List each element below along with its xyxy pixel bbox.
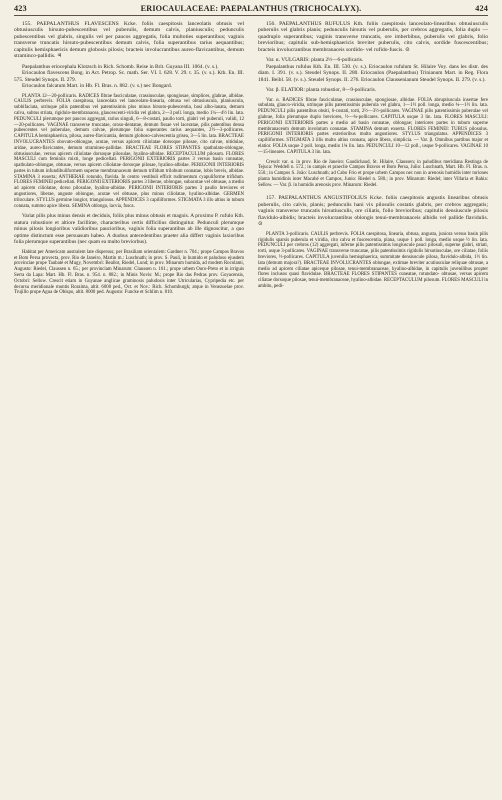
species-155-diagnosis: 155. PAEPALANTHUS FLAVESCENS Kcke. foliis caespitosis lanceolatis obtusis vel obtusiusculis hirsuto-pubescentibus vel puberulis, demum calvis, planiusculis; pedunculis pubescentibus vel glabris, singulis vel per paucos aggregatis, folia multoties superantibus; vaginis transverse truncatis hirsuto-pubescentibus demum calvis, folia superantibus rarius aequantibus; capitulis hemisphaericis demum globosis pilosis; bracteis involucrantibus aureo-flavicantibus, demum straminco-pallidis. ♃ <box>14 21 244 60</box>
species-155-description: PLANTA 12—20-pollicaris. RADICES fibrae fasciculatae, crassiusculae, spongiosae, simplices, glabrae, albidae. CAULIS perbrevis. FOLIA caespitosa, lanceolata vel lanceolato-linearia, obtusa vel obtusiuscula, planiuscula, subbifaciata, utrinque pilis patentibus vel patentissimis plus minus hirsuto-pubescentia, basi albo-lanata, demum calva, subtus striata, rigidulo-membranacea, glaucescenti-viridia vel glabra, 2—3 poll. longa, medio 1¼—4½ lin. lata. PEDUNCULI plerumque per paucos aggregati, rarius singuli, 6—8-costati, paullo torti, glabri vel puberuli, validi, 12—20-pollicares. VAGINAE transverse truncatae, oroso-dentatae, demum fissae vel laceratae, pilis patentibus densa pubescentes vel puberulae, demum calvae, plerumque folia superantes rarius aequantes, 2½—3-pollicares. CAPITULA hemisphaerica, pilosa, aureo-flavicantia, demum globoso-calvescentia grisea, 3—5 lin. lata. BRACTEAE INVOLUCRANTES obovato-oblongae, acutae, versus apicem ciliolatae dorsoque pilosae, cito calvae, nitidulae, aridae, aureo-flavicantes, demum stramineo-pallidae. BRACTEAE FLORES STIPANTES spathulato-oblongae, obtusiusculae, versus apicem ciliolatae dorsoque pilosulae, hyalino-albidae. RECEPTACULUM pilosum. FLORES MASCULI cum feminiis mixti, longe pedicellati. PERIGONII EXTERIORIS partes 3 versus basin connatae, spathulato-oblongae, obtusae, versus apicem ciliolatae dorsoque pilosae, hyalino-albidae. PERIGONII INTERIORIS partes in tubum infundibuliformem superne membranaceum demum trifidum trilobum connatae, lobis brevis, albidae. STAMINA 3 exserta; ANTHERAE rotundo, flavida. In centro vestibuli efficit rudimentum cyapuliforme trifidum. FLORES FEMINEI pedicellati. PERIGONII EXTERIORIS partes 3 liberae, oblongae, subacutae vel obtusae, a medio ad apicem ciliolatae, dorso pilosulae, hyalino-albidae. PERIGONII INTERIORIS partes 3 paullo breviores et angustiores, liberae, anguste oblongae, acutae vel obtusae, plus minus ciliolatae, hyalino-albidae. GERMEN triloculare. STYLUS germine longior, triangulosus. APPENDICES 3 capilliformes. STIGMATA 3 illo altius in tubum connata, summo apice libera. SEMINA oblonga, lacvia, fusca. <box>14 93 244 209</box>
species-156-diagnosis: 156. PAEPALANTHUS RUFULUS Kth. foliis caespitosis lanceolato-linearibus obtusiusculis puberulis vel glabris planis; pedunculis hirsutis vel puberulis, per crebros aggregatis, folia duplo — quadruplo superantibus; vaginis transverse truncatis, ore imberbibus, puberulis vel glabris, folio brevioribus; capitulis sub-hemisphaericis breviter puberulis, cito calvis, sordide fuscescentibus; bracteis involucrantibus membranaceis sordido- vel rufido-fuscis. ⊙ <box>258 21 488 53</box>
page-number-right: 424 <box>475 4 488 13</box>
species-157-description: PLANTA 3-pollicaris. CAULIS perbrevis. FOLIA caespitosa, linearia, obtusa, angusta, juniora versus basin pilis rigidulis sparsis puberula et viridia, cito calva et fuscescentia, plana, usque 1 poll. longa, medio usque ½ lin. lata. PEDUNCULI per crebros (12) aggregati, inferne pilis patentissimis longiuscule pauci pilosuli, superne glabri, striati, torti, usque 3-pollicares. VAGINAE transverse truncatae, pilis patentissimis rigidulis hirsutiusculae, ore ciliatae, foliis breviores, ½-pollicares. CAPITULA juvenilia hemisphaerica, summitate densiuscule pilosa, flavidulo-albida, 1½ lin. lata (demum majora?). BRACTEAE INVOLUCRANTES oblongae, extimae breviter acutiusculae reliquae obtusae, a medio ad apicem ciliatae apiceque pilosae, tenui-membranaceae, hyalino-albidae, in capitulis juvenilibus propter flores inclusos quasi flavidulae. BRACTEAE FLORES STIPANTES cuneatae, rotundato- obtusae, versus apicem ciliatae dorsoque pilosae, tenui-membranaceae, hyalino-albidae. RECEPTACULUM pilosum. FLORES MASCULI in ambitu, pedi- <box>258 231 488 289</box>
variation-paragraph: Variat pilis plus minus densis et deciduis, foliis plus minus obtusis et magnis. A proximo P. rufulo Kth. statura robustiore et altiore facillime, characteribus certis difficilius distinguitur. Pedunculi plerumque minus pilosis longioribus validioribus paucioribus, vaginis folia superantibus ab ille dignoscitur, a quo optime distinctum esse persuasum habeo. A duobus antecedentibus praeter alia differt vaginis laxioribus folia plerumque superantibus (nec quam ea multo breviorbus). <box>14 213 244 246</box>
right-column <box>258 21 488 296</box>
left-column <box>14 21 244 296</box>
species-156-localities: Crescit var. α. in prov. Rio de Janeiro: Gaudichaud, St. Hilaire, Claussen; in paludibus meridiana Restinga de Tejuca: Weddell n. 572.; in campis et praeclie Campos Bravos et Bom Persa, Julio: Luschnath, Mart. Hb. Fl. Bras. n. 550.; in Campos S. João: Luschnath; ad Cabo Frio et prope urbem Campos nec non in arenosis humidis inter turiones planta humidinis inter Macahé et Campos, Junio: Riedel n. 580.; in prov. Minarum: Riedel; inter Villaria et Bahia: Sellow. — Var. β. in humidis arenosis prov. Minarum: Riedel. <box>258 159 488 188</box>
synonyms-alpha: Paepalanthus rufulus Kth. En. III. 530. (v. s.). Eriocaulon rufulum St. Hilaire Voy. dans les distr. des diam. I. 391. (v. s.). Steudel Synops. II. 280. Eriocaulon (Paepalanthus) Trinianum Mart. in Reg. Flora 1841. Beibl. 58. (v. s.). Steudel Synops. II. 276. Eriocaulon Claussenianum Steudel Synops. II. 279. (v. s.). <box>258 63 488 83</box>
variety-beta: Var. β. ELATIOR: planta robustior, 8—9-pollicaris. <box>266 87 377 94</box>
variety-alpha: Var. α. VULGARIS: planta 2½—6-pollicaris. <box>266 57 364 64</box>
species-157-diagnosis: 157. PAEPALANTHUS ANGUSTIFOLIUS Kcke. foliis caespitosis angustis linearibus obtusis puberulis, cito calvis, planis; pedunculis hani vix pilosulis costatis glabris, per crebros aggregatis; vaginis transverse truncatis hirsutiusculis, ore ciliatis, folio brevioribus; capitulis densiuscule pilosis flavidulo-albidis; bracteis involucrantibus oblongis tenui-membranaceis albidis vel pallide flavidulis. ⊙ <box>258 195 488 228</box>
running-title: ERIOCAULACEAE: PAEPALANTHUS (TRICHOCALYX). <box>140 4 362 13</box>
two-column-body <box>14 21 488 296</box>
species-156-description: Var. α. RADICES fibrae fasciculatae, crassiusculae, spongiosae, albidae. FOLIA abruptiuscula insertae fere subulata, glauco-viridia, utrinque pilis patentissimis puberula vel glabra, 1—1½ poll. longa, medio ¾—1½ lin. lata. PEDUNCULI pilis patentibus obsiti, 6-costati, torti, 2½—3½-pollicares. VAGINAE pilis patentissimis puberulae vel glabrae, folia plerumque duplo breviores, ½—¾-pollicares. CAPITULA usque 3 lin. lata. FLORES MASCULI: PERIGONII EXTERIORIS partes a medio ad basin connatae, oblongae; interiores partes in tubum superne membranaceum demum involutum connatae. STAMINA demum exserta. FLORES FEMINEI: TUBUS pilosulus. PERIGONII INTERIORIS partes exterioribus multo angustiores. STYLUS triangulatus. APPENDICES 3 capilliformes. STIGMATA 3 illis multo altius connata, apice libera, simplicia. — Var. β. Omnibus partibus major et elatior. FOLIA usque 2 poll. longa, medio 1¾ lin. lata. PEDUNCULI 10—12 poll., usque 9-pollicares. VAGINAE 10—15-lineares. CAPITULA 3 lin. lata. <box>258 97 488 155</box>
synonym-2: Eriocaulon flavescens Bong. in Act. Petrop. Sc. math. Ser. VI. I. 628. V. 29. t. 35. (v. s.). Kth. En. III. 575. Steudel Synops. II. 279. <box>14 70 244 83</box>
synonym-3: Eriocaulon falcatum Mart. in Hb. Fl. Bras. n. 882. (v. s.) nec Bongard. <box>22 83 172 90</box>
synonym-1: Paepalanthus eriocephala Klotzsch in Rich. Schomb. Reise in Brit. Guyana III. 1064. (v. s.). <box>22 63 219 70</box>
habitat-paragraph: Habitat per Americam australem late dispersus; per Brasiliam orientalem: Gardner n. 704.; prope Campos Bravos et Bom Persa provecta, prov. Rio de Janeiro, Martin m.: Luschnath; in prov. S. Pauli, in humido et paludoso ejusdem provinciae prope Taubaté et Mugy, Novembri: Beallot, Riedel, Lund; in prov. Minarum humida, ad modem Rocolami, Augusto: Riedel, Claussen n. 65.; per provinciam Minarum: Claussen n. 161.; prope urbem Ouro-Preto et in irriguis Serra da Lapa: Mart. Hb. Fl. Bras. n. 954. n. 882.; in Minis Novis: M.; prope Rio das Pedras prov. Goyacensis, Octobri: Sellow. Crescit etiam in Guyanae anglicae graminosis paludosis inter Utricularias, Cypripedia etc. per decursu meridionale montis Roraima, altit. 6000 ped., Oct. et Nov.: Rich. Schomburgk; atque in Venezuelae prov. Trujillo prope Agua de Obispo, altit. 8000 ped. Augusto: Funcke et Schlim n. 810. <box>14 249 244 296</box>
page-number-left: 423 <box>14 4 27 13</box>
running-header <box>14 4 488 16</box>
